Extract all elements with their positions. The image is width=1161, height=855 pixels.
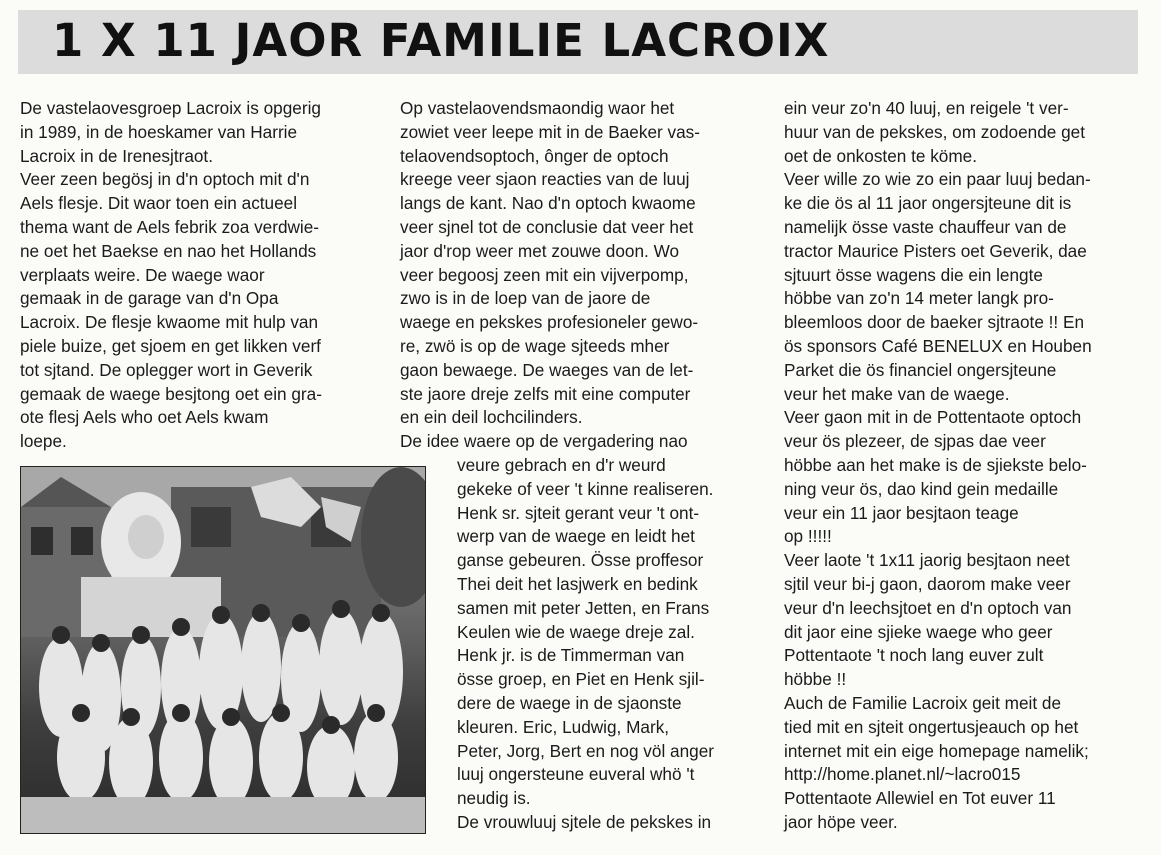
text-line: ote flesj Aels who oet Aels kwam xyxy=(20,407,269,428)
article-column-2 xyxy=(400,97,770,454)
text-line: verplaats weire. De waege waor xyxy=(20,264,265,285)
text-line: Veer wille zo wie zo ein paar luuj bedan- xyxy=(784,169,1091,190)
text-line: kleuren. Eric, Ludwig, Mark, xyxy=(457,716,670,737)
text-line: dit jaor eine sjieke waege who geer xyxy=(784,621,1053,642)
text-line: Henk sr. sjteit gerant veur 't ont- xyxy=(457,502,700,523)
text-line: Thei deit het lasjwerk en bedink xyxy=(457,573,698,594)
text-line: De vrouwluuj sjtele de pekskes in xyxy=(457,811,712,832)
group-photo xyxy=(20,466,426,834)
text-line: werp van de waege en leidt het xyxy=(457,526,695,547)
text-line: Peter, Jorg, Bert en nog völ anger xyxy=(457,740,715,761)
text-line: zwo is in de loep van de jaore de xyxy=(400,288,651,309)
text-line: loepe. xyxy=(20,431,67,452)
text-line: tied mit en sjteit ongertusjeauch op het xyxy=(784,716,1079,737)
text-line: sjtuurt össe wagens die ein lengte xyxy=(784,264,1043,285)
text-line: re, zwö is op de wage sjteeds mher xyxy=(400,335,670,356)
text-line: oet de onkosten te köme. xyxy=(784,145,978,166)
text-line: Veer laote 't 1x11 jaorig besjtaon neet xyxy=(784,550,1070,571)
text-line: Parket die ös financiel ongersjteune xyxy=(784,359,1057,380)
text-line: huur van de pekskes, om zodoende get xyxy=(784,121,1085,142)
text-line: in 1989, in de hoeskamer van Harrie xyxy=(20,121,298,142)
text-line: Pottentaote Allewiel en Tot euver 11 xyxy=(784,788,1056,809)
article-column-2-continued xyxy=(457,454,777,835)
text-line: jaor höpe veer. xyxy=(784,811,898,832)
text-line: De vastelaovesgroep Lacroix is opgerig xyxy=(20,98,321,118)
text-line: ein veur zo'n 40 luuj, en reigele 't ver- xyxy=(784,98,1069,118)
text-line: De idee waere op de vergadering nao xyxy=(400,431,688,452)
text-line: Op vastelaovendsmaondig waor het xyxy=(400,98,675,118)
text-line: veer sjnel tot de conclusie dat veer het xyxy=(400,216,694,237)
text-line: össe groep, en Piet en Henk sjil- xyxy=(457,669,705,690)
text-line: höbbe !! xyxy=(784,669,847,690)
text-line: Veer gaon mit in de Pottentaote optoch xyxy=(784,407,1082,428)
group-photo-illustration xyxy=(21,467,425,833)
text-line: veur d'n leechsjtoet en d'n optoch van xyxy=(784,597,1072,618)
text-line: veur ös plezeer, de sjpas dae veer xyxy=(784,431,1046,452)
article-column-1 xyxy=(20,97,380,454)
text-line: höbbe aan het make is de sjiekste belo- xyxy=(784,454,1087,475)
text-line: veur ein 11 jaor besjtaon teage xyxy=(784,502,1019,523)
text-line: Aels flesje. Dit waor toen ein actueel xyxy=(20,193,298,214)
text-line: telaovendsoptoch, ônger de optoch xyxy=(400,145,669,166)
text-line: tractor Maurice Pisters oet Geverik, dae xyxy=(784,240,1087,261)
text-line: Lacroix. De flesje kwaome mit hulp van xyxy=(20,312,319,333)
text-line: waege en pekskes profesioneler gewo- xyxy=(400,312,699,333)
text-line: ning veur ös, dao kind gein medaille xyxy=(784,478,1059,499)
text-line: Veer zeen begösj in d'n optoch mit d'n xyxy=(20,169,310,190)
text-line: jaor d'rop weer met zouwe doon. Wo xyxy=(400,240,680,261)
text-line: piele buize, get sjoem en get likken verf xyxy=(20,335,321,356)
article-column-3 xyxy=(784,97,1154,835)
text-line: Henk jr. is de Timmerman van xyxy=(457,645,685,666)
text-line: internet mit ein eige homepage namelik; xyxy=(784,740,1089,761)
text-line: langs de kant. Nao d'n optoch kwaome xyxy=(400,193,696,214)
text-line: veure gebrach en d'r weurd xyxy=(457,455,666,475)
text-line: ös sponsors Café BENELUX en Houben xyxy=(784,335,1092,356)
text-line: gaon bewaege. De waeges van de let- xyxy=(400,359,694,380)
text-line: ganse gebeuren. Össe proffesor xyxy=(457,550,704,571)
text-line: zowiet veer leepe mit in de Baeker vas- xyxy=(400,121,700,142)
text-line: ne oet het Baekse en nao het Hollands xyxy=(20,240,317,261)
text-line: kreege veer sjaon reacties van de luuj xyxy=(400,169,690,190)
text-line: samen mit peter Jetten, en Frans xyxy=(457,597,710,618)
text-line: en ein deil lochcilinders. xyxy=(400,407,583,428)
text-line: Lacroix in de Irenesjtraot. xyxy=(20,145,213,166)
text-line: namelijk össe vaste chauffeur van de xyxy=(784,216,1067,237)
text-line: veur het make van de waege. xyxy=(784,383,1010,404)
text-line: Keulen wie de waege dreje zal. xyxy=(457,621,695,642)
text-line: bleemloos door de baeker sjtraote !! En xyxy=(784,312,1085,333)
text-line: ste jaore dreje zelfs mit eine computer xyxy=(400,383,691,404)
text-line: sjtil veur bi-j gaon, daorom make veer xyxy=(784,573,1071,594)
text-line: gemaak in de garage van d'n Opa xyxy=(20,288,279,309)
text-line: Pottentaote 't noch lang euver zult xyxy=(784,645,1044,666)
text-line: neudig is. xyxy=(457,788,531,809)
text-line: tot sjtand. De oplegger wort in Geverik xyxy=(20,359,313,380)
text-line: veer begoosj zeen mit ein vijverpomp, xyxy=(400,264,689,285)
text-line: luuj ongersteune euveral whö 't xyxy=(457,764,695,785)
article-title: 1 X 11 JAOR FAMILIE LACROIX xyxy=(52,14,830,67)
text-line: dere de waege in de sjaonste xyxy=(457,692,682,713)
text-line: op !!!!! xyxy=(784,526,832,547)
text-line: ke die ös al 11 jaor ongersjteune dit is xyxy=(784,193,1072,214)
text-line: thema want de Aels febrik zoa verdwie- xyxy=(20,216,320,237)
text-line: http://home.planet.nl/~lacro015 xyxy=(784,764,1021,785)
text-line: Auch de Familie Lacroix geit meit de xyxy=(784,692,1062,713)
text-line: höbbe van zo'n 14 meter langk pro- xyxy=(784,288,1054,309)
text-line: gemaak de waege besjtong oet ein gra- xyxy=(20,383,322,404)
text-line: gekeke of veer 't kinne realiseren. xyxy=(457,478,714,499)
